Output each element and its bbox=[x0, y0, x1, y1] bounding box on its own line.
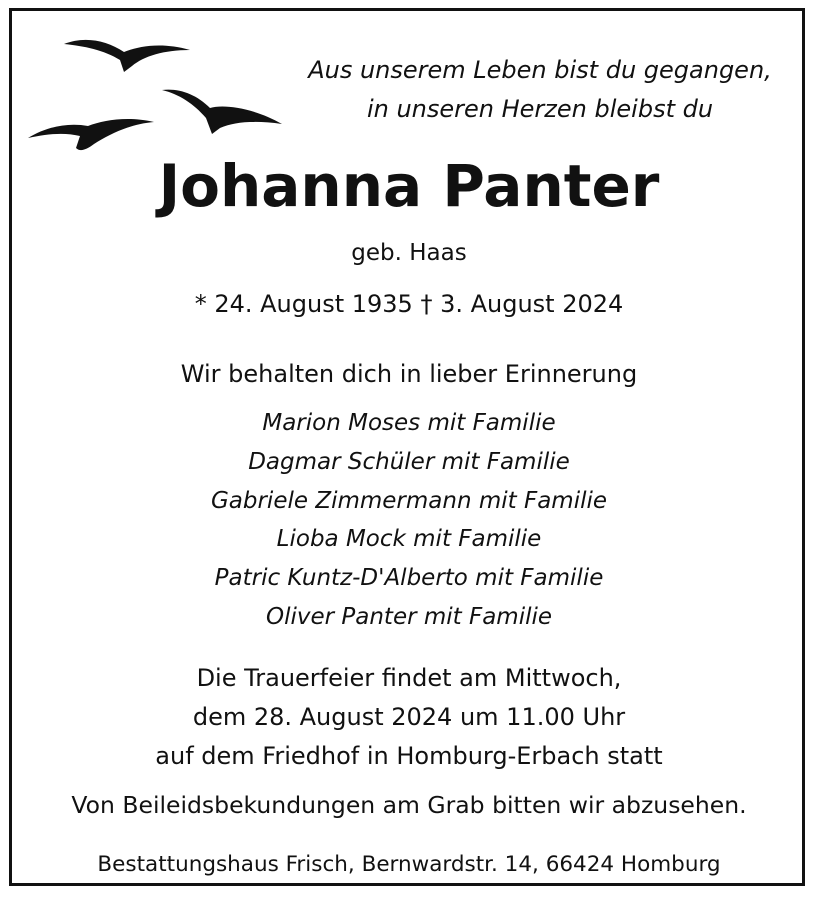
service-line-1: Die Trauerfeier findet am Mittwoch, bbox=[196, 664, 622, 692]
mourner-item: Gabriele Zimmermann mit Familie bbox=[210, 488, 608, 514]
mourner-item: Marion Moses mit Familie bbox=[262, 410, 556, 436]
mourner-item: Lioba Mock mit Familie bbox=[276, 526, 542, 552]
service-line-2: dem 28. August 2024 um 11.00 Uhr bbox=[192, 703, 626, 731]
condolence-note: Von Beileidsbekundungen am Grab bitten wir abzusehen. bbox=[71, 791, 747, 819]
mourner-item: Oliver Panter mit Familie bbox=[265, 604, 553, 630]
deceased-name: Johanna Panter bbox=[158, 152, 660, 220]
birds-icon bbox=[24, 30, 294, 160]
mourner-item: Dagmar Schüler mit Familie bbox=[248, 449, 570, 475]
motto-line-1: Aus unserem Leben bist du gegangen, bbox=[308, 56, 772, 84]
remembrance-text: Wir behalten dich in lieber Erinnerung bbox=[180, 360, 638, 388]
birth-name: geb. Haas bbox=[351, 240, 467, 266]
service-line-3: auf dem Friedhof in Homburg-Erbach statt bbox=[155, 742, 663, 770]
funeral-home-footer: Bestattungshaus Frisch, Bernwardstr. 14, 66424 Homburg bbox=[97, 852, 721, 877]
mourner-item: Patric Kuntz-D'Alberto mit Familie bbox=[214, 565, 604, 591]
life-dates: * 24. August 1935 † 3. August 2024 bbox=[194, 290, 624, 318]
motto-line-2: in unseren Herzen bleibst du bbox=[366, 95, 714, 123]
